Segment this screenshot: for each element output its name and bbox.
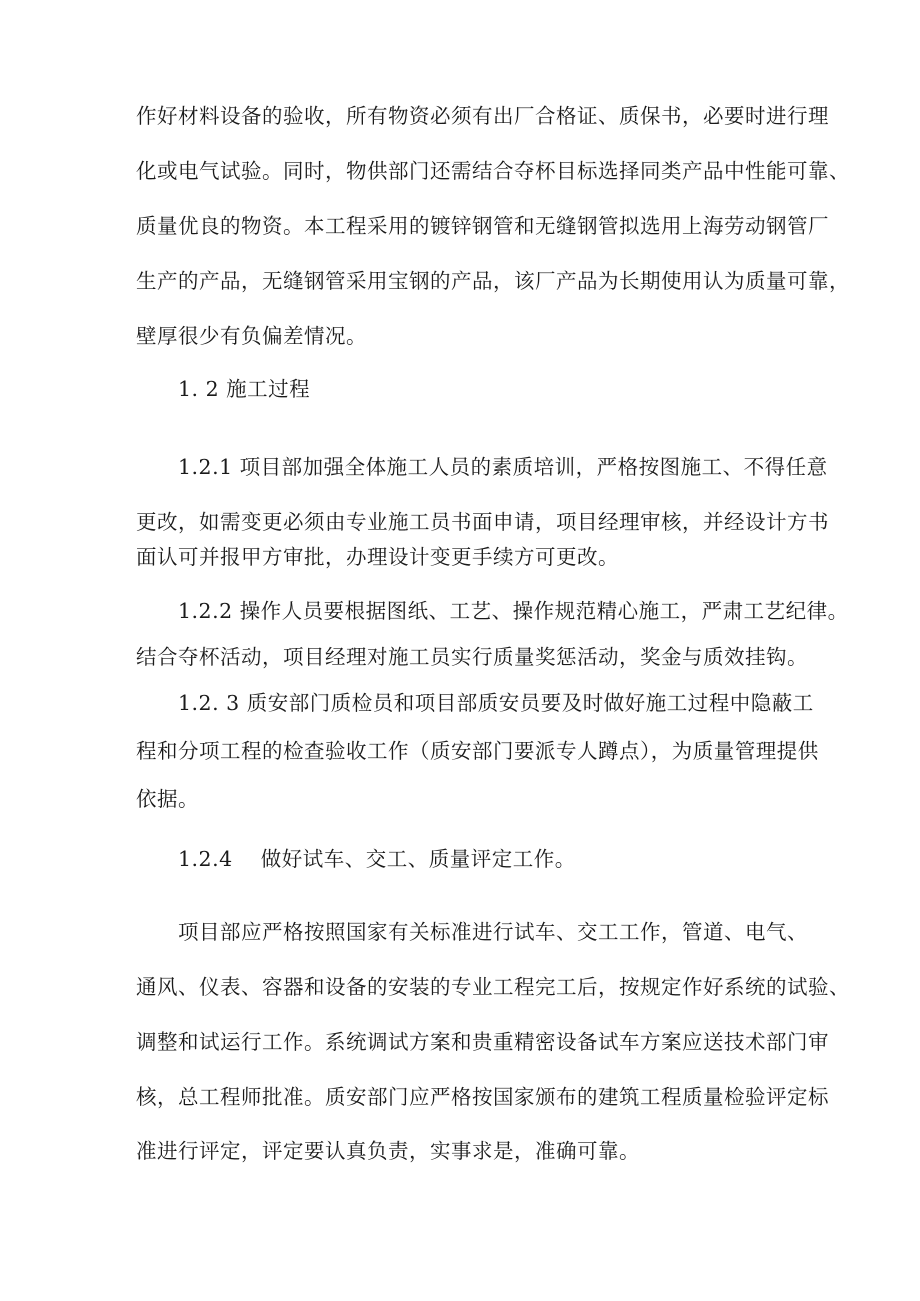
text-line: 通风、仪表、容器和设备的安装的专业工程完工后，按规定作好系统的试验、 (136, 975, 850, 999)
item-1-2-4-heading: 1.2.4 做好试车、交工、质量评定工作。 (178, 847, 576, 871)
text-line: 更改，如需变更必须由专业施工员书面申请，项目经理审核，并经设计方书 (136, 510, 829, 534)
text-line: 生产的产品，无缝钢管采用宝钢的产品，该厂产品为长期使用认为质量可靠， (136, 269, 850, 293)
text-line: 结合夺杯活动，项目经理对施工员实行质量奖惩活动，奖金与质效挂钩。 (136, 645, 808, 669)
text-line: 1.2.2 操作人员要根据图纸、工艺、操作规范精心施工，严肃工艺纪律。 (178, 599, 849, 623)
text-line: 1.2.1 项目部加强全体施工人员的素质培训，严格按图施工、不得任意 (178, 455, 828, 479)
text-line: 1.2. 3 质安部门质检员和项目部质安员要及时做好施工过程中隐蔽工 (178, 691, 814, 715)
text-line: 核，总工程师批准。质安部门应严格按国家颁布的建筑工程质量检验评定标 (136, 1085, 829, 1109)
text-line: 项目部应严格按照国家有关标准进行试车、交工工作，管道、电气、 (178, 920, 808, 944)
text-line: 质量优良的物资。本工程采用的镀锌钢管和无缝钢管拟选用上海劳动钢管厂 (136, 214, 829, 238)
text-line: 面认可并报甲方审批，办理设计变更手续方可更改。 (136, 545, 619, 569)
text-line: 程和分项工程的检查验收工作（质安部门要派专人蹲点），为质量管理提供 (136, 739, 819, 763)
text-line: 壁厚很少有负偏差情况。 (136, 324, 367, 348)
text-line: 调整和试运行工作。系统调试方案和贵重精密设备试车方案应送技术部门审 (136, 1030, 829, 1054)
section-heading-construction-process: 1. 2 施工过程 (178, 377, 311, 401)
text-line: 作好材料设备的验收，所有物资必须有出厂合格证、质保书，必要时进行理 (136, 104, 829, 128)
text-line: 依据。 (136, 787, 199, 811)
text-line: 准进行评定，评定要认真负责，实事求是，准确可靠。 (136, 1139, 640, 1163)
text-line: 化或电气试验。同时，物供部门还需结合夺杯目标选择同类产品中性能可靠、 (136, 159, 850, 183)
